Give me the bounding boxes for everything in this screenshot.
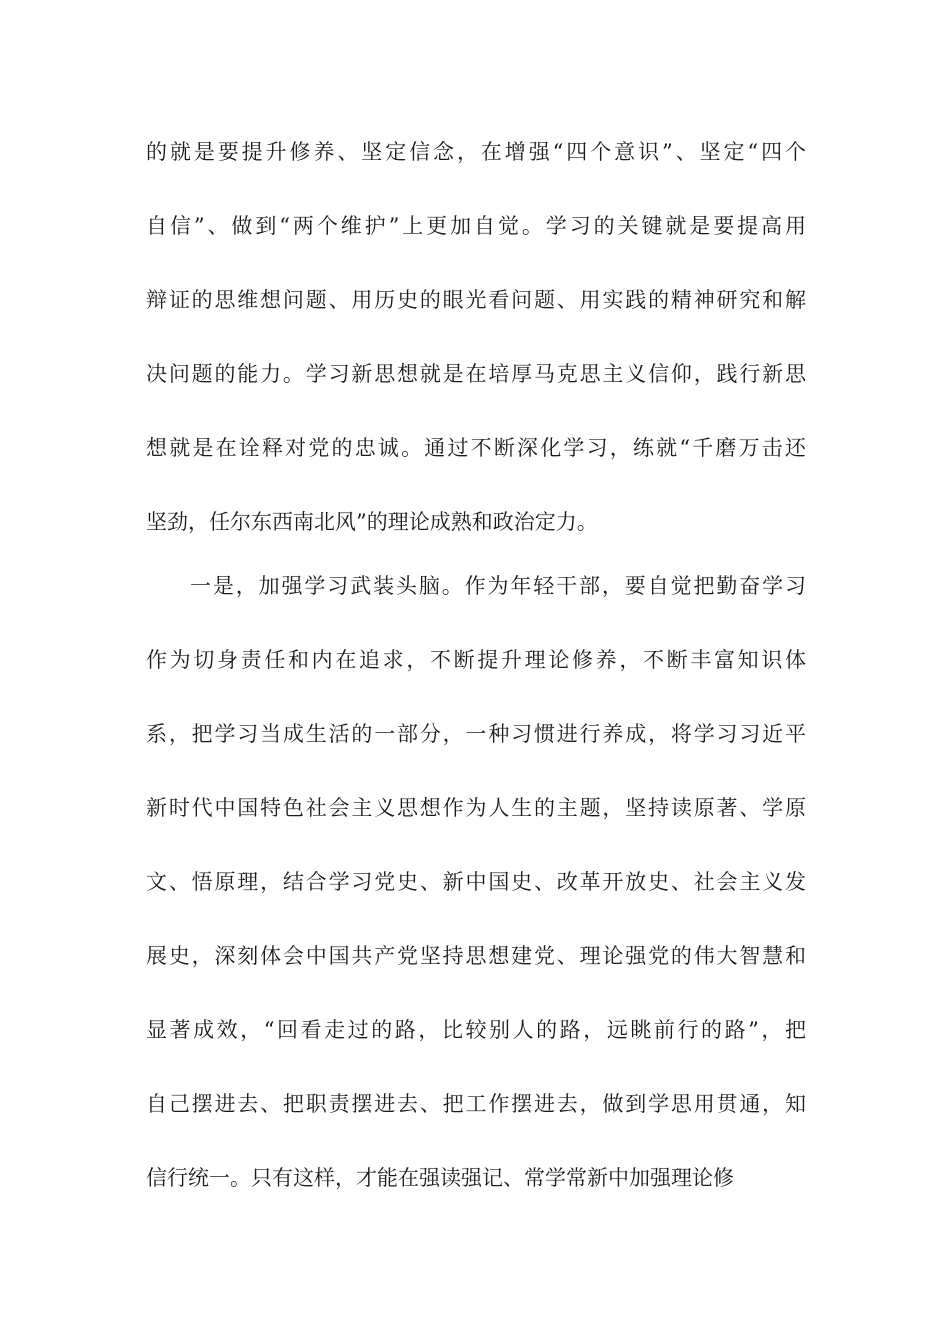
text-line: 显著成效，“回看走过的路，比较别人的路，远眺前行的路”，把 xyxy=(146,1018,806,1042)
text-line: 坚劲，任尔东西南北风”的理论成熟和政治定力。 xyxy=(146,510,598,534)
text-line: 自己摆进去、把职责摆进去、把工作摆进去，做到学思用贯通，知 xyxy=(146,1092,806,1116)
text-line: 文、悟原理，结合学习党史、新中国史、改革开放史、社会主义发 xyxy=(146,870,806,894)
text-line: 辩证的思维想问题、用历史的眼光看问题、用实践的精神研究和解 xyxy=(146,288,806,312)
text-line: 作为切身责任和内在追求，不断提升理论修养，不断丰富知识体 xyxy=(146,648,806,672)
text-line: 的就是要提升修养、坚定信念，在增强“四个意识”、坚定“四个 xyxy=(146,140,806,164)
text-line: 想就是在诠释对党的忠诚。通过不断深化学习，练就“千磨万击还 xyxy=(146,436,806,460)
text-line: 新时代中国特色社会主义思想作为人生的主题，坚持读原著、学原 xyxy=(146,796,806,820)
text-line: 展史，深刻体会中国共产党坚持思想建党、理论强党的伟大智慧和 xyxy=(146,944,806,968)
text-line: 自信”、做到“两个维护”上更加自觉。学习的关键就是要提高用 xyxy=(146,214,806,238)
text-line: 系，把学习当成生活的一部分，一种习惯进行养成，将学习习近平 xyxy=(146,722,806,746)
text-line: 决问题的能力。学习新思想就是在培厚马克思主义信仰，践行新思 xyxy=(146,362,806,386)
text-line: 信行统一。只有这样，才能在强读强记、常学常新中加强理论修 xyxy=(146,1166,734,1190)
paragraph-first-line: 一是，加强学习武装头脑。作为年轻干部，要自觉把勤奋学习 xyxy=(190,574,806,598)
